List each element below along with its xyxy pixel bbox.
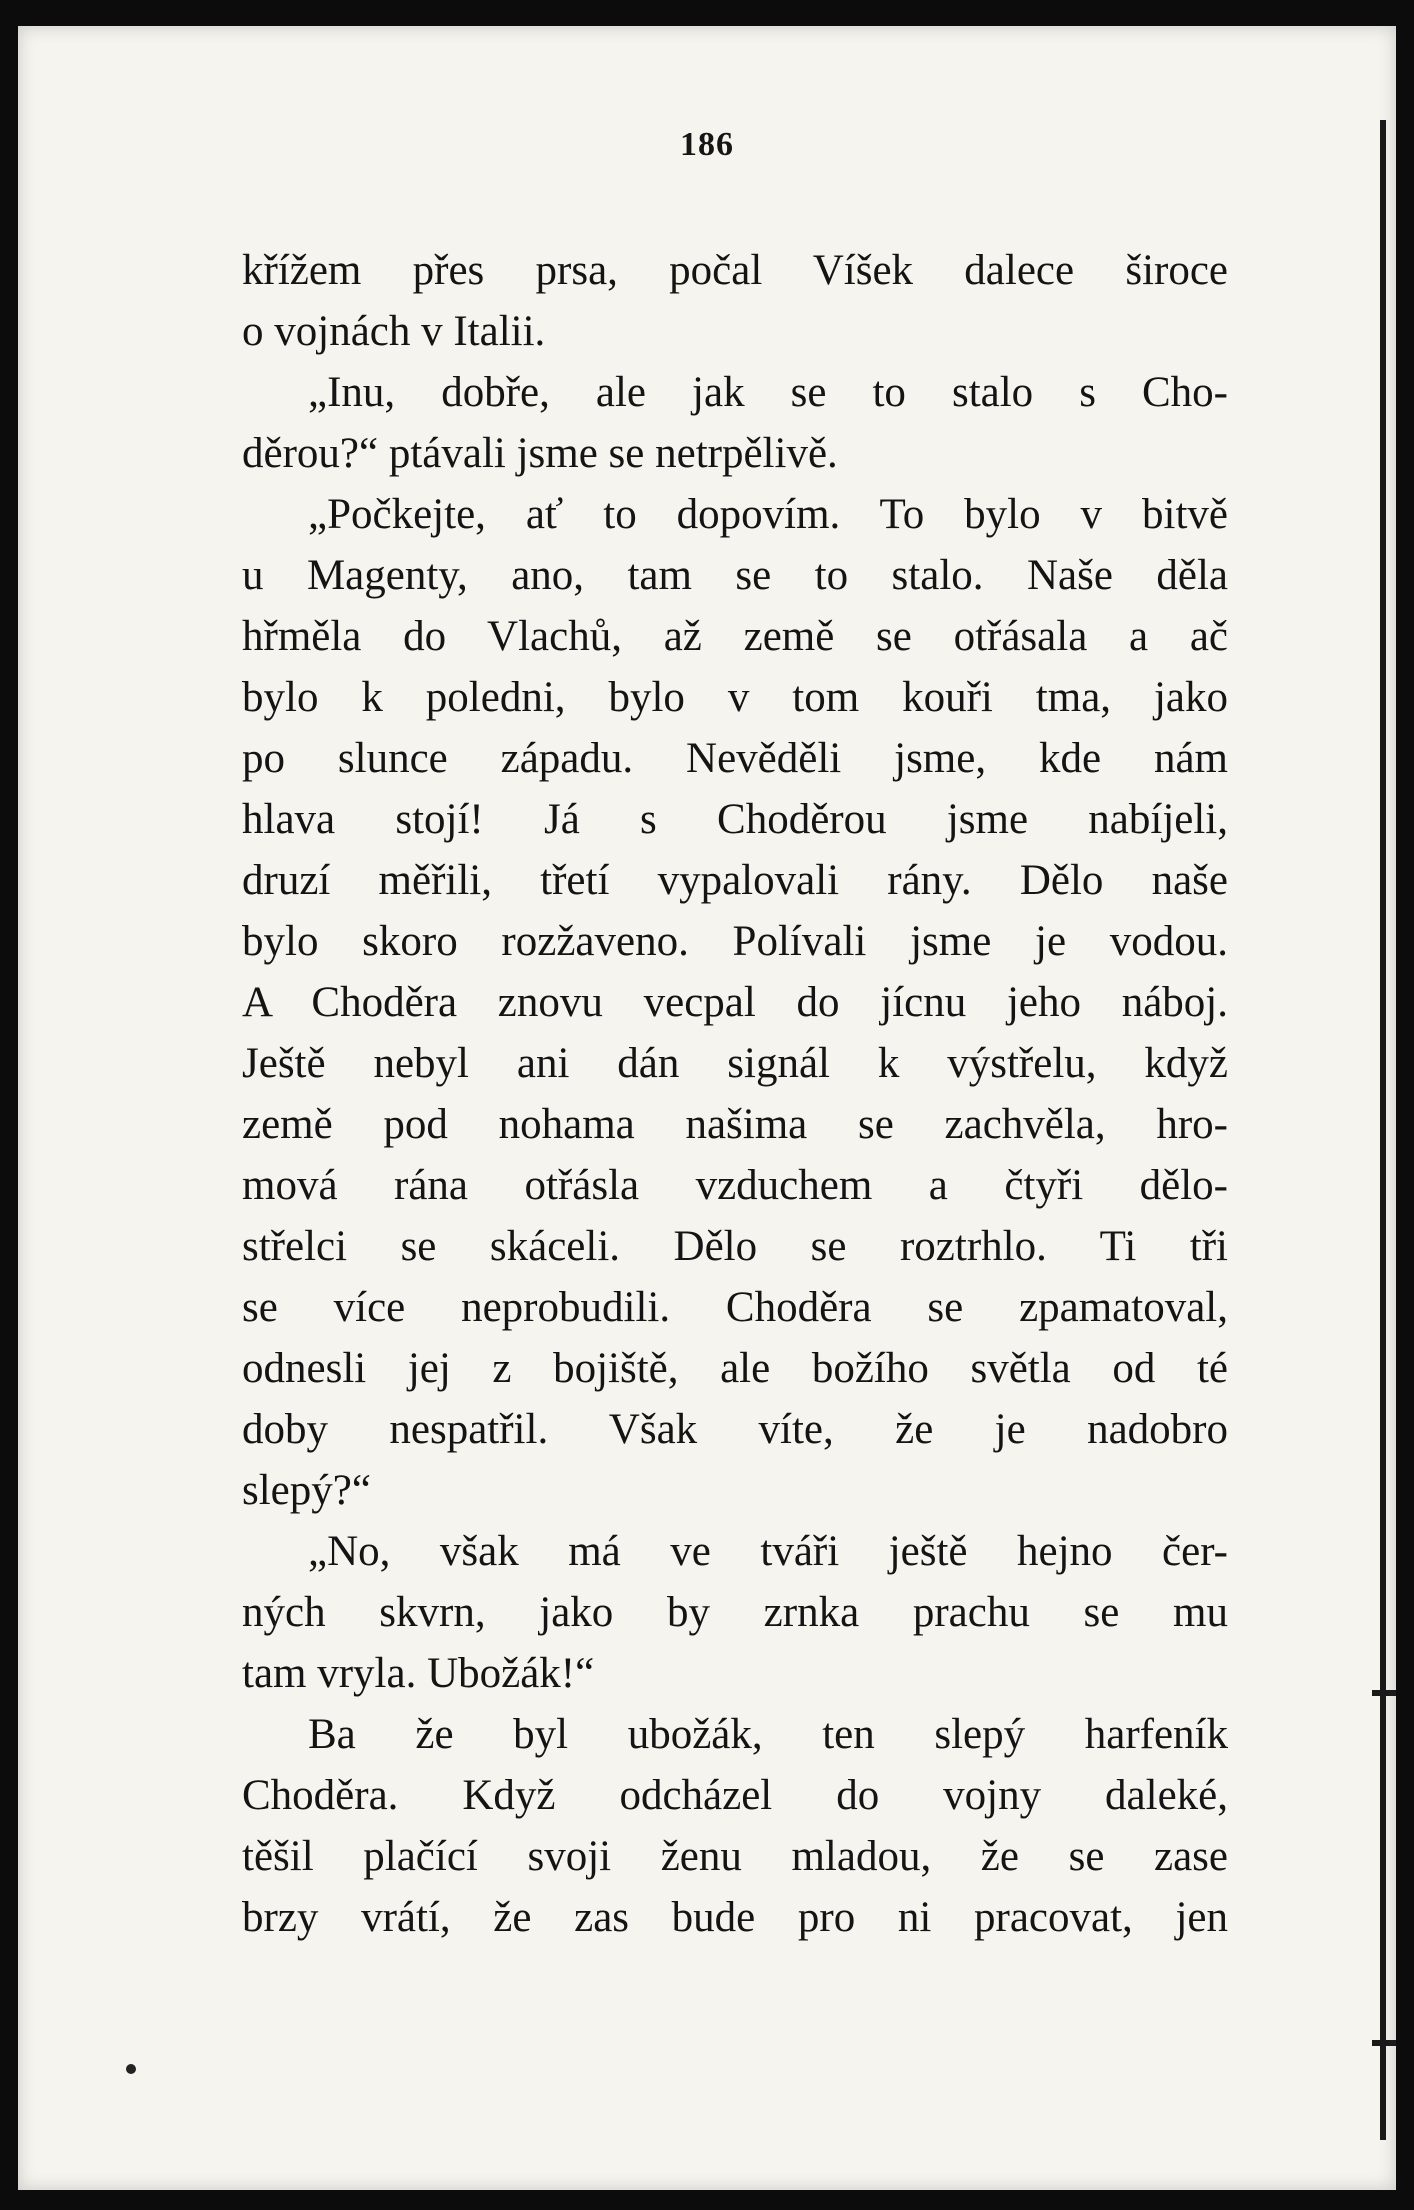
ink-speck: [126, 2064, 136, 2074]
text-line: mová rána otřásla vzduchem a čtyři dělo-: [242, 1162, 1228, 1209]
text-line: odnesli jej z bojiště, ale božího světla od té: [242, 1345, 1228, 1392]
margin-mark: [1372, 2040, 1396, 2046]
page-number: 186: [680, 126, 734, 163]
text-line: děrou?“ ptávali jsme se netrpělivě.: [242, 430, 838, 477]
text-line: střelci se skáceli. Dělo se roztrhlo. Ti tři: [242, 1223, 1228, 1270]
text-line: „Počkejte, ať to dopovím. To bylo v bitvě: [308, 491, 1228, 538]
text-line: těšil plačící svoji ženu mladou, že se zase: [242, 1833, 1228, 1880]
text-line: ných skvrn, jako by zrnka prachu se mu: [242, 1589, 1228, 1636]
text-line: hřměla do Vlachů, až země se otřásala a ač: [242, 613, 1228, 660]
body-text: [242, 240, 1228, 1948]
text-line: brzy vrátí, že zas bude pro ni pracovat, jen: [242, 1894, 1228, 1941]
text-line: Choděra. Když odcházel do vojny daleké,: [242, 1772, 1228, 1819]
text-line: Ba že byl ubožák, ten slepý harfeník: [308, 1711, 1228, 1758]
text-line: „No, však má ve tváři ještě hejno čer-: [308, 1528, 1228, 1575]
text-line: po slunce západu. Nevěděli jsme, kde nám: [242, 735, 1228, 782]
page-edge-shadow: [1380, 120, 1386, 2140]
text-line: doby nespatřil. Však víte, že je nadobro: [242, 1406, 1228, 1453]
text-line: „Inu, dobře, ale jak se to stalo s Cho-: [308, 369, 1228, 416]
text-line: u Magenty, ano, tam se to stalo. Naše děla: [242, 552, 1228, 599]
text-line: bylo skoro rozžaveno. Polívali jsme je vodou.: [242, 918, 1228, 965]
text-line: slepý?“: [242, 1467, 371, 1514]
text-line: o vojnách v Italii.: [242, 308, 546, 355]
text-line: bylo k poledni, bylo v tom kouři tma, jako: [242, 674, 1228, 721]
text-line: druzí měřili, třetí vypalovali rány. Dělo naše: [242, 857, 1228, 904]
text-line: A Choděra znovu vecpal do jícnu jeho náboj.: [242, 979, 1228, 1026]
text-line: křížem přes prsa, počal Víšek dalece široce: [242, 247, 1228, 294]
text-line: Ještě nebyl ani dán signál k výstřelu, když: [242, 1040, 1228, 1087]
text-line: hlava stojí! Já s Choděrou jsme nabíjeli,: [242, 796, 1228, 843]
text-line: tam vryla. Ubožák!“: [242, 1650, 595, 1697]
margin-mark: [1372, 1690, 1396, 1696]
text-line: se více neprobudili. Choděra se zpamatoval,: [242, 1284, 1228, 1331]
text-line: země pod nohama našima se zachvěla, hro-: [242, 1101, 1228, 1148]
